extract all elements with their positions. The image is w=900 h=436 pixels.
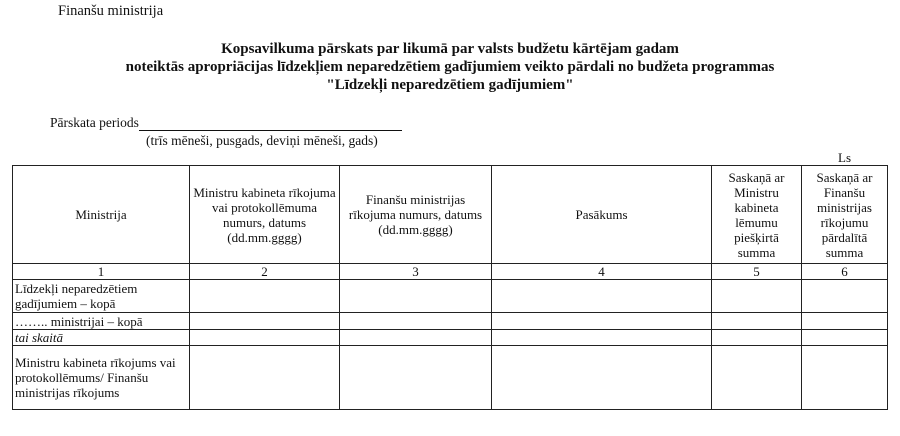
table-cell[interactable] <box>712 346 802 410</box>
document-title <box>0 40 900 94</box>
column-number: 1 <box>13 264 190 280</box>
row-label-including: tai skaitā <box>13 330 190 346</box>
header-row <box>13 166 888 264</box>
table-row <box>13 280 888 313</box>
table-cell[interactable] <box>712 330 802 346</box>
header-measure: Pasākums <box>492 166 712 264</box>
table-cell[interactable] <box>712 313 802 330</box>
table-cell[interactable] <box>802 280 888 313</box>
table-cell[interactable] <box>802 346 888 410</box>
reporting-period <box>50 115 402 131</box>
table-row <box>13 330 888 346</box>
table-cell[interactable] <box>802 330 888 346</box>
header-granted-amount: Saskaņā ar Ministru kabineta lēmumu piešķirtā summa <box>712 166 802 264</box>
column-number: 2 <box>190 264 340 280</box>
column-number: 6 <box>802 264 888 280</box>
currency-unit: Ls <box>838 150 851 165</box>
row-label-total: Līdzekļi neparedzētiem gadījumiem – kopā <box>13 280 190 313</box>
table-cell[interactable] <box>492 280 712 313</box>
table-row <box>13 313 888 330</box>
table-cell[interactable] <box>190 313 340 330</box>
row-label-order: Ministru kabineta rīkojums vai protokollēmums/ Finanšu ministrijas rīkojums <box>13 346 190 410</box>
table-cell[interactable] <box>802 313 888 330</box>
period-label: Pārskata periods <box>50 115 139 130</box>
table-cell[interactable] <box>340 280 492 313</box>
header-ministry: Ministrija <box>13 166 190 264</box>
title-line-3: "Līdzekļi neparedzētiem gadījumiem" <box>326 77 574 93</box>
table-cell[interactable] <box>492 313 712 330</box>
table-cell[interactable] <box>190 330 340 346</box>
header-cabinet-order: Ministru kabineta rīkojuma vai protokollēmuma numurs, datums (dd.mm.gggg) <box>190 166 340 264</box>
ministry-name: Finanšu ministrija <box>58 3 164 19</box>
table-cell[interactable] <box>190 346 340 410</box>
table-cell[interactable] <box>340 346 492 410</box>
report-table <box>12 165 888 410</box>
table-cell[interactable] <box>712 280 802 313</box>
table-cell[interactable] <box>340 313 492 330</box>
period-hint: (trīs mēneši, pusgads, deviņi mēneši, gads) <box>146 133 378 148</box>
table-cell[interactable] <box>492 346 712 410</box>
title-line-1: Kopsavilkuma pārskats par likumā par valsts budžetu kārtējam gadam <box>221 41 679 57</box>
table-cell[interactable] <box>492 330 712 346</box>
title-line-2: noteiktās apropriācijas līdzekļiem neparedzētiem gadījumiem veikto pārdali no budžeta programmas <box>125 59 775 75</box>
table-row <box>13 346 888 410</box>
column-number: 4 <box>492 264 712 280</box>
column-number: 3 <box>340 264 492 280</box>
table-cell[interactable] <box>340 330 492 346</box>
header-reallocated-amount: Saskaņā ar Finanšu ministrijas rīkojumu pārdalītā summa <box>802 166 888 264</box>
table-cell[interactable] <box>190 280 340 313</box>
column-number: 5 <box>712 264 802 280</box>
period-fill-line[interactable] <box>139 117 402 131</box>
row-label-ministry-total: …….. ministrijai – kopā <box>13 313 190 330</box>
header-finance-order: Finanšu ministrijas rīkojuma numurs, datums (dd.mm.gggg) <box>340 166 492 264</box>
column-number-row <box>13 264 888 280</box>
